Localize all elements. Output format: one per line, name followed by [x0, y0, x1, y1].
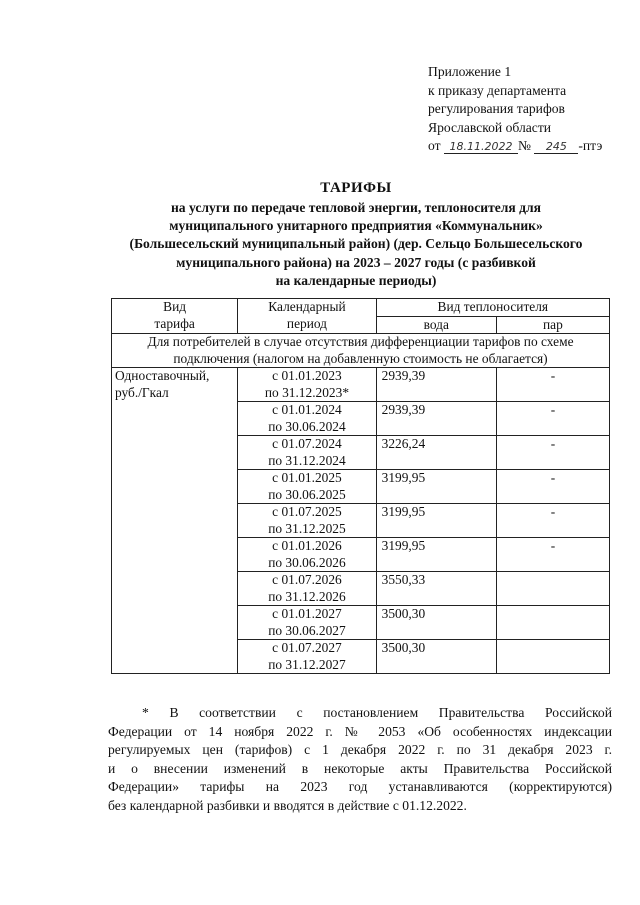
order-number: 245: [534, 140, 578, 154]
table-body: [112, 368, 610, 674]
water-tariff-value: 3500,30: [376, 606, 496, 640]
period-cell: [238, 470, 376, 504]
period-to: по 30.06.2026: [268, 554, 346, 570]
title-main: ТАРИФЫ: [320, 180, 392, 196]
title-sub-line: на услуги по передаче тепловой энергии, теплоносителя для: [170, 200, 542, 215]
tariff-type-unit: руб./Гкал: [115, 384, 169, 400]
title-sub-line: муниципального района) на 2023 – 2027 годы (с разбивкой: [176, 254, 536, 270]
header-steam: пар: [496, 316, 609, 334]
water-tariff-value: 3500,30: [376, 640, 496, 674]
steam-tariff-value: -: [496, 504, 609, 538]
footnote-line: * В соответствии с постановлением Правительства Российской: [142, 705, 612, 720]
period-from: с 01.07.2026: [272, 572, 342, 587]
period-cell: [238, 368, 376, 402]
document-title: [90, 177, 622, 290]
header-tariff-type: [112, 299, 238, 334]
water-tariff-value: 2939,39: [376, 368, 496, 402]
tariff-type-cell: [112, 368, 238, 674]
period-from: с 01.07.2025: [272, 504, 342, 519]
header-heat-carrier: Вид теплоносителя: [376, 299, 609, 317]
period-cell: [238, 606, 376, 640]
header-water: вода: [376, 316, 496, 334]
order-suffix: -птэ: [578, 138, 603, 154]
period-from: с 01.01.2024: [272, 402, 342, 417]
steam-tariff-value: [496, 640, 609, 674]
water-tariff-value: 3226,24: [376, 436, 496, 470]
title-sub-line: на календарные периоды): [275, 272, 437, 288]
steam-tariff-value: -: [496, 402, 609, 436]
footnote-line: Федерации» тарифы на 2023 год устанавливаются (корректируются): [108, 779, 612, 795]
order-reference: [428, 137, 602, 156]
order-prefix: от: [428, 138, 441, 154]
water-tariff-value: 2939,39: [376, 402, 496, 436]
period-from: с 01.07.2024: [272, 436, 342, 451]
steam-tariff-value: -: [496, 368, 609, 402]
period-from: с 01.07.2027: [272, 640, 342, 655]
period-cell: [238, 538, 376, 572]
note-text: Для потребителей в случае отсутствия дифференциации тарифов по схеме: [147, 334, 574, 349]
appendix-line: регулирования тарифов: [428, 101, 565, 117]
period-to: по 31.12.2023*: [264, 384, 350, 400]
period-to: по 31.12.2026: [268, 588, 346, 604]
appendix-line: Приложение 1: [428, 64, 512, 79]
table-header-row: [112, 299, 610, 317]
steam-tariff-value: [496, 606, 609, 640]
period-cell: [238, 436, 376, 470]
footnote-line: и о внесении изменений в некоторые акты Правительства Российской: [108, 760, 612, 776]
period-from: с 01.01.2026: [272, 538, 342, 553]
appendix-header: [428, 63, 602, 156]
period-cell: [238, 402, 376, 436]
tariff-type-text: Одноставочный,: [115, 368, 210, 383]
period-to: по 30.06.2027: [268, 622, 346, 638]
table-row: [112, 368, 610, 402]
header-text: Календарный: [268, 299, 346, 314]
table-note: [112, 334, 610, 368]
footnote-line: Федерации от 14 ноября 2022 г. № 2053 «Об особенностях индексации: [108, 723, 612, 739]
note-text: подключения (налогом на добавленную стоимость не облагается): [173, 350, 548, 366]
tariff-table: [111, 298, 610, 674]
period-from: с 01.01.2023: [272, 368, 342, 383]
water-tariff-value: 3199,95: [376, 504, 496, 538]
footnote: [108, 704, 612, 816]
period-cell: [238, 504, 376, 538]
period-from: с 01.01.2025: [272, 470, 342, 485]
header-calendar-period: [238, 299, 376, 334]
footnote-line: регулируемых цен (тарифов) с 1 декабря 2022 г. по 31 декабря 2023 г.: [108, 742, 612, 758]
water-tariff-value: 3199,95: [376, 470, 496, 504]
steam-tariff-value: [496, 572, 609, 606]
header-text: тарифа: [154, 315, 195, 331]
header-text: Вид: [163, 299, 187, 314]
period-to: по 30.06.2025: [268, 486, 346, 502]
order-number-sign: №: [517, 138, 531, 154]
table-note-row: [112, 334, 610, 368]
steam-tariff-value: -: [496, 470, 609, 504]
order-date: 18.11.2022: [444, 140, 518, 154]
water-tariff-value: 3199,95: [376, 538, 496, 572]
period-cell: [238, 572, 376, 606]
appendix-line: Ярославской области: [428, 119, 552, 135]
header-text: период: [286, 315, 327, 331]
title-sub-line: муниципального унитарного предприятия «Коммунальник»: [169, 218, 543, 234]
period-to: по 31.12.2024: [268, 452, 346, 468]
period-to: по 31.12.2027: [268, 656, 346, 672]
period-from: с 01.01.2027: [272, 606, 342, 621]
period-to: по 31.12.2025: [268, 520, 346, 536]
steam-tariff-value: -: [496, 436, 609, 470]
footnote-line: без календарной разбивки и вводятся в действие с 01.12.2022.: [108, 797, 467, 813]
title-sub-line: (Большесельский муниципальный район) (дер. Сельцо Большесельского: [129, 236, 583, 252]
appendix-line: к приказу департамента: [428, 82, 567, 98]
steam-tariff-value: -: [496, 538, 609, 572]
period-cell: [238, 640, 376, 674]
title-subtitle: [90, 199, 622, 290]
period-to: по 30.06.2024: [268, 418, 346, 434]
water-tariff-value: 3550,33: [376, 572, 496, 606]
